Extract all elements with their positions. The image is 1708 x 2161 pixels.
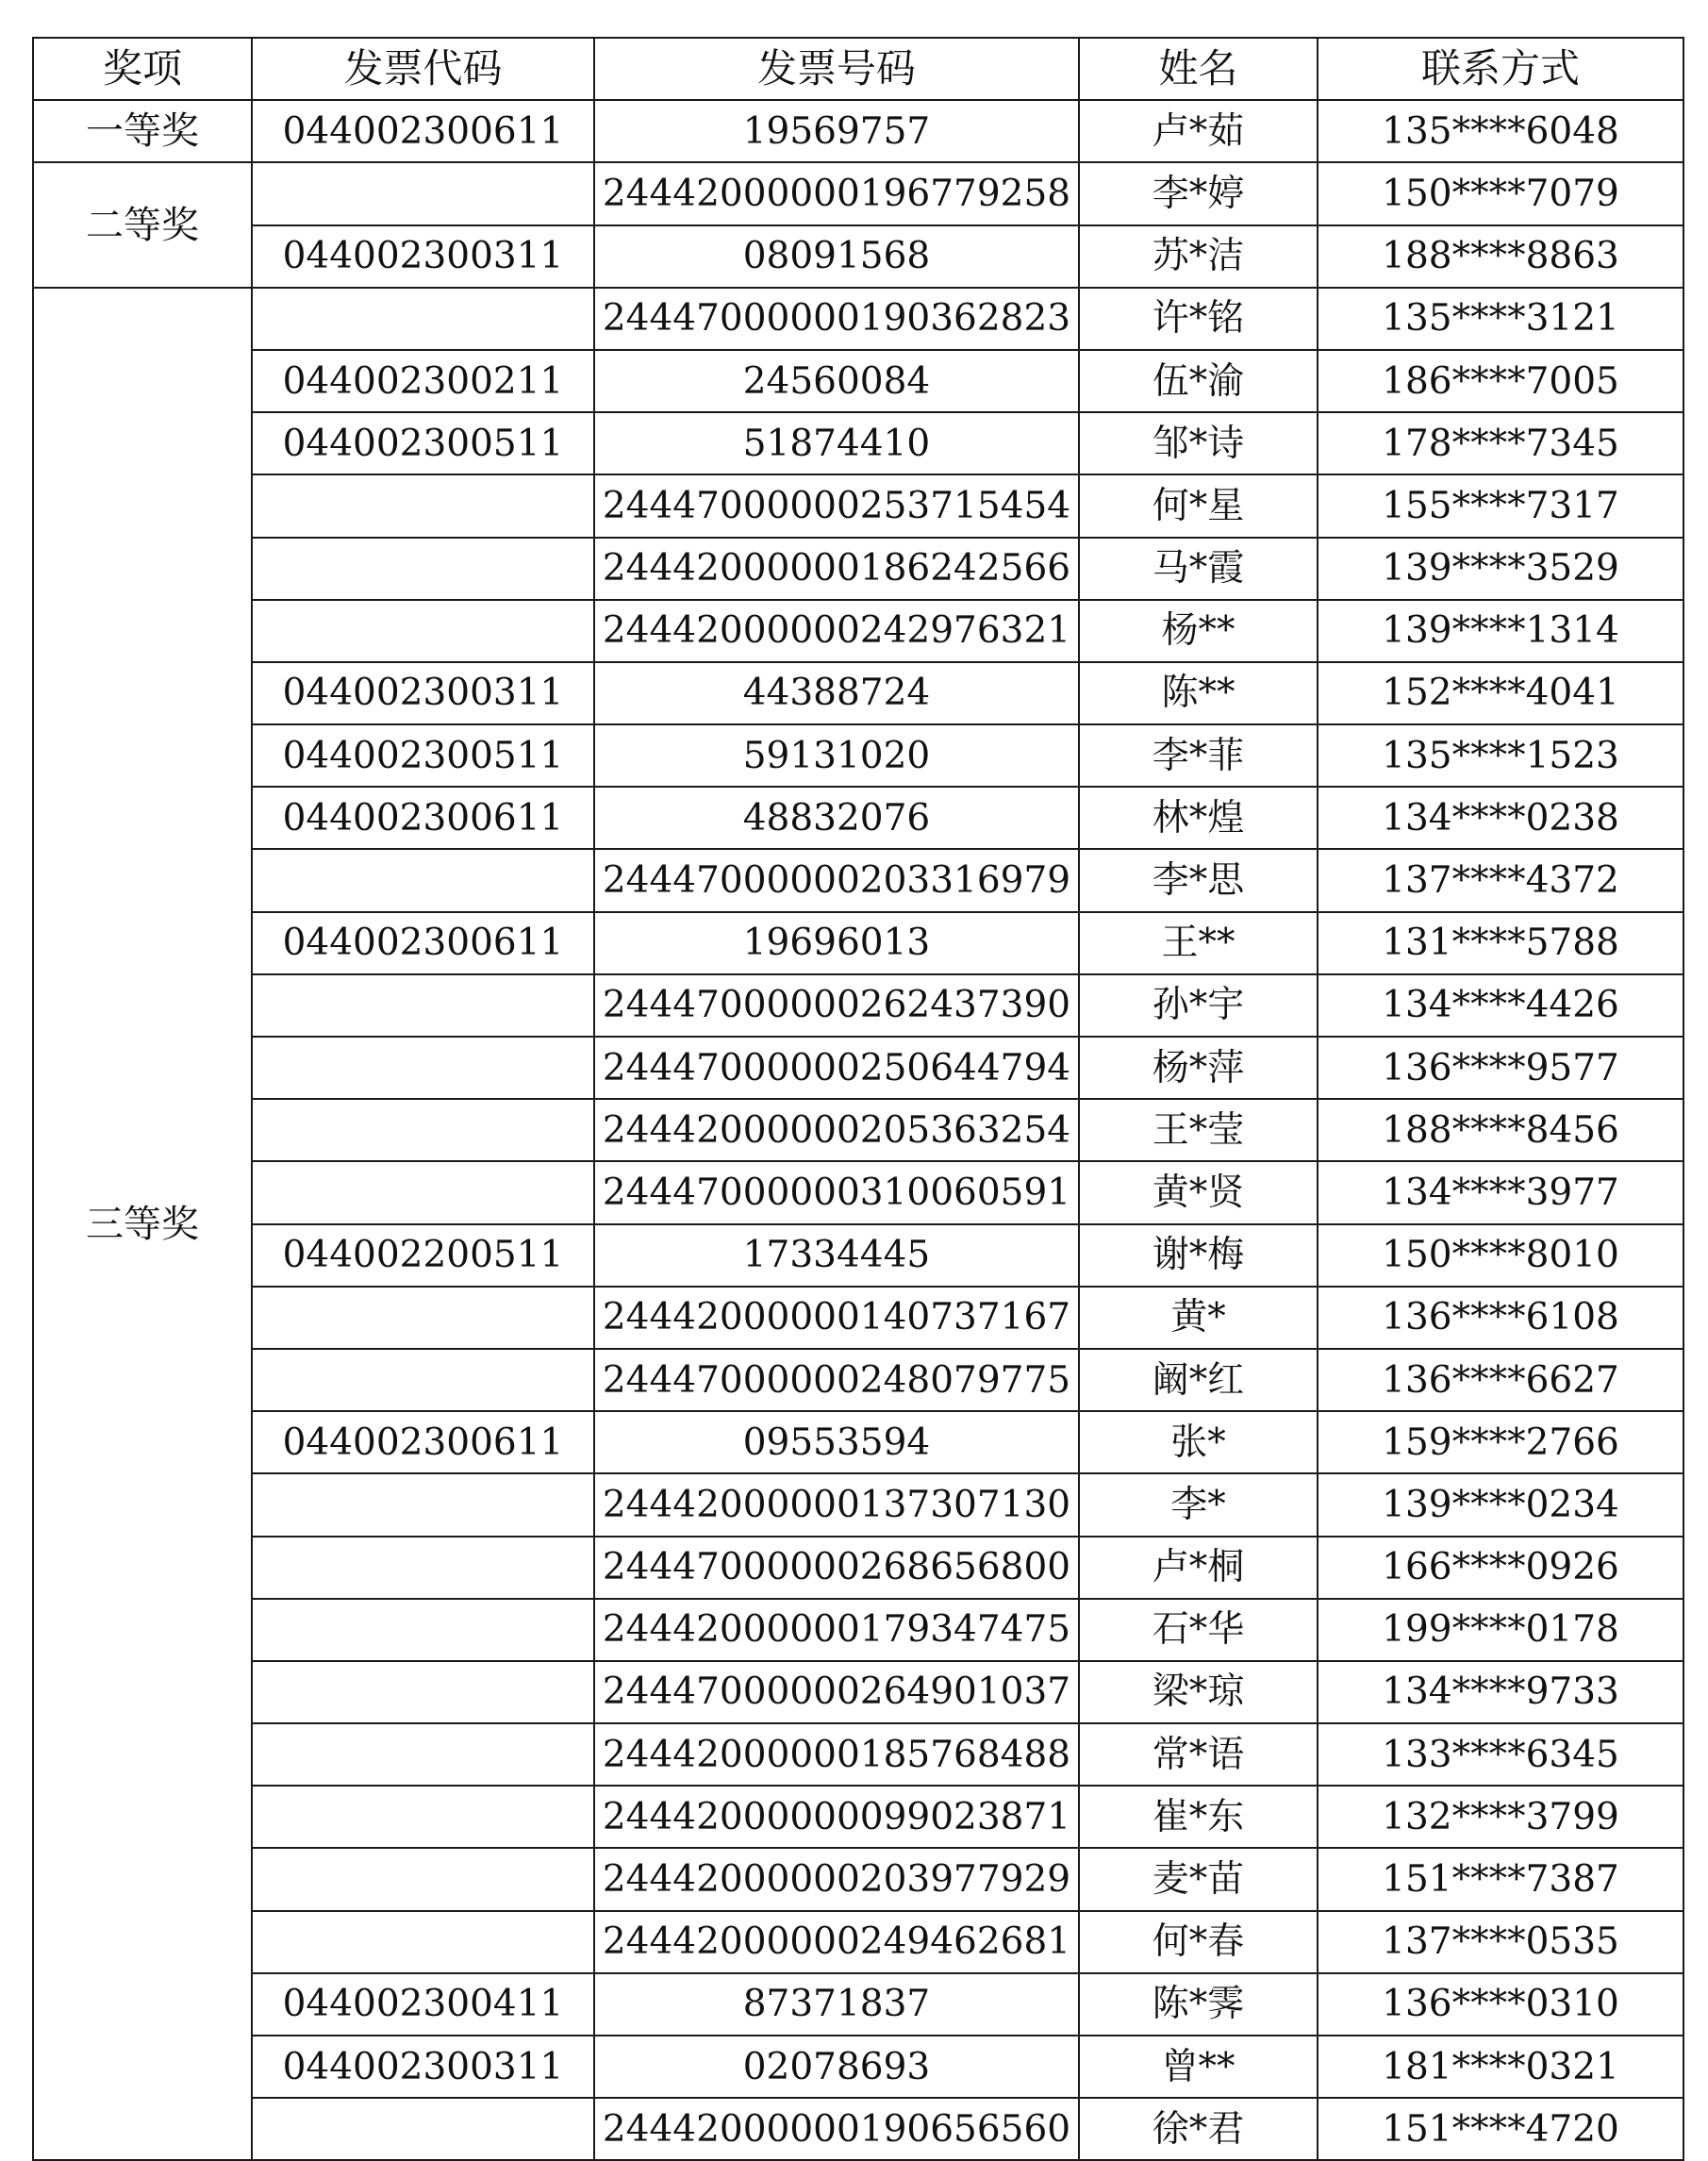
name-cell: 卢*茹 [1079,100,1318,162]
table-row [33,412,1683,474]
invoice-number-cell: 24442000000203977929 [594,1848,1079,1910]
contact-cell: 139****1314 [1318,600,1683,662]
invoice-code-cell [252,1287,594,1349]
invoice-code-cell [252,2098,594,2160]
invoice-code-cell [252,1848,594,1910]
name-cell: 王** [1079,912,1318,974]
contact-cell: 136****9577 [1318,1037,1683,1099]
invoice-code-cell: 044002300311 [252,225,594,288]
name-cell: 卢*桐 [1079,1537,1318,1599]
invoice-number-cell: 24447000000264901037 [594,1661,1079,1723]
contact-cell: 178****7345 [1318,412,1683,474]
table-row [33,724,1683,787]
name-cell: 常*语 [1079,1723,1318,1786]
invoice-number-cell: 24442000000186242566 [594,538,1079,600]
invoice-code-cell [252,1037,594,1099]
winners-table [32,37,1684,2161]
name-cell: 谢*梅 [1079,1224,1318,1287]
table-row [33,1599,1683,1661]
table-row [33,1786,1683,1848]
contact-cell: 134****9733 [1318,1661,1683,1723]
invoice-number-cell: 24447000000250644794 [594,1037,1079,1099]
invoice-number-cell: 24442000000205363254 [594,1099,1079,1161]
table-row [33,1911,1683,1973]
invoice-code-cell [252,600,594,662]
invoice-number-cell: 24442000000242976321 [594,600,1079,662]
table-row [33,288,1683,350]
table-row [33,1473,1683,1536]
table-row [33,2098,1683,2160]
table-row [33,1973,1683,2036]
header-invoice-code: 发票代码 [252,38,594,100]
name-cell: 徐*君 [1079,2098,1318,2160]
invoice-code-cell: 044002300211 [252,350,594,412]
contact-cell: 155****7317 [1318,474,1683,537]
invoice-code-cell [252,974,594,1037]
invoice-number-cell: 24447000000203316979 [594,849,1079,911]
table-row [33,1723,1683,1786]
invoice-code-cell: 044002300311 [252,2036,594,2098]
invoice-number-cell: 48832076 [594,787,1079,849]
table-row [33,1099,1683,1161]
invoice-number-cell: 09553594 [594,1411,1079,1473]
contact-cell: 139****0234 [1318,1473,1683,1536]
prize-cell: 二等奖 [33,162,252,287]
name-cell: 李*婷 [1079,162,1318,224]
invoice-code-cell: 044002300511 [252,412,594,474]
name-cell: 李*菲 [1079,724,1318,787]
invoice-number-cell: 87371837 [594,1973,1079,2036]
invoice-number-cell: 24442000000249462681 [594,1911,1079,1973]
name-cell: 邹*诗 [1079,412,1318,474]
contact-cell: 134****4426 [1318,974,1683,1037]
invoice-number-cell: 24442000000099023871 [594,1786,1079,1848]
header-contact: 联系方式 [1318,38,1683,100]
contact-cell: 135****6048 [1318,100,1683,162]
invoice-code-cell: 044002300611 [252,100,594,162]
invoice-number-cell: 24447000000253715454 [594,474,1079,537]
header-row [33,38,1683,100]
table-row [33,1537,1683,1599]
invoice-code-cell [252,1786,594,1848]
invoice-number-cell: 24442000000140737167 [594,1287,1079,1349]
prize-cell: 三等奖 [33,288,252,2161]
invoice-code-cell [252,1723,594,1786]
table-row [33,225,1683,288]
invoice-code-cell [252,538,594,600]
invoice-number-cell: 24447000000262437390 [594,974,1079,1037]
invoice-number-cell: 59131020 [594,724,1079,787]
contact-cell: 133****6345 [1318,1723,1683,1786]
invoice-code-cell: 044002300311 [252,662,594,724]
name-cell: 李* [1079,1473,1318,1536]
invoice-code-cell: 044002300411 [252,1973,594,2036]
invoice-code-cell: 044002300611 [252,787,594,849]
invoice-number-cell: 24447000000248079775 [594,1349,1079,1411]
invoice-number-cell: 19569757 [594,100,1079,162]
invoice-number-cell: 02078693 [594,2036,1079,2098]
contact-cell: 139****3529 [1318,538,1683,600]
name-cell: 曾** [1079,2036,1318,2098]
invoice-code-cell: 044002200511 [252,1224,594,1287]
name-cell: 何*星 [1079,474,1318,537]
name-cell: 林*煌 [1079,787,1318,849]
contact-cell: 151****4720 [1318,2098,1683,2160]
contact-cell: 199****0178 [1318,1599,1683,1661]
contact-cell: 152****4041 [1318,662,1683,724]
name-cell: 李*思 [1079,849,1318,911]
contact-cell: 166****0926 [1318,1537,1683,1599]
name-cell: 马*霞 [1079,538,1318,600]
invoice-code-cell [252,162,594,224]
invoice-code-cell [252,1099,594,1161]
invoice-code-cell: 044002300611 [252,1411,594,1473]
header-invoice-number: 发票号码 [594,38,1079,100]
invoice-code-cell [252,1161,594,1223]
contact-cell: 151****7387 [1318,1848,1683,1910]
contact-cell: 150****7079 [1318,162,1683,224]
contact-cell: 136****0310 [1318,1973,1683,2036]
table-row [33,538,1683,600]
table-row [33,1224,1683,1287]
table-row [33,350,1683,412]
contact-cell: 135****3121 [1318,288,1683,350]
table-row [33,1037,1683,1099]
contact-cell: 134****3977 [1318,1161,1683,1223]
name-cell: 陈** [1079,662,1318,724]
name-cell: 阚*红 [1079,1349,1318,1411]
name-cell: 许*铭 [1079,288,1318,350]
table-row [33,474,1683,537]
invoice-code-cell [252,1473,594,1536]
invoice-number-cell: 24447000000310060591 [594,1161,1079,1223]
header-name: 姓名 [1079,38,1318,100]
invoice-number-cell: 24560084 [594,350,1079,412]
contact-cell: 186****7005 [1318,350,1683,412]
table-row [33,1411,1683,1473]
prize-cell: 一等奖 [33,100,252,162]
invoice-number-cell: 24447000000190362823 [594,288,1079,350]
table-row [33,2036,1683,2098]
invoice-code-cell: 044002300511 [252,724,594,787]
invoice-code-cell [252,1911,594,1973]
contact-cell: 131****5788 [1318,912,1683,974]
invoice-number-cell: 24442000000196779258 [594,162,1079,224]
contact-cell: 188****8456 [1318,1099,1683,1161]
name-cell: 何*春 [1079,1911,1318,1973]
invoice-number-cell: 24442000000137307130 [594,1473,1079,1536]
name-cell: 黄* [1079,1287,1318,1349]
invoice-number-cell: 24442000000179347475 [594,1599,1079,1661]
name-cell: 石*华 [1079,1599,1318,1661]
contact-cell: 181****0321 [1318,2036,1683,2098]
invoice-number-cell: 51874410 [594,412,1079,474]
contact-cell: 150****8010 [1318,1224,1683,1287]
invoice-code-cell [252,1599,594,1661]
table-row [33,1661,1683,1723]
header-prize: 奖项 [33,38,252,100]
name-cell: 张* [1079,1411,1318,1473]
contact-cell: 136****6108 [1318,1287,1683,1349]
name-cell: 梁*琼 [1079,1661,1318,1723]
contact-cell: 188****8863 [1318,225,1683,288]
contact-cell: 159****2766 [1318,1411,1683,1473]
name-cell: 陈*霁 [1079,1973,1318,2036]
table-row [33,162,1683,224]
name-cell: 麦*苗 [1079,1848,1318,1910]
contact-cell: 132****3799 [1318,1786,1683,1848]
table-row [33,849,1683,911]
name-cell: 杨** [1079,600,1318,662]
invoice-code-cell [252,1349,594,1411]
table-row [33,1349,1683,1411]
table-row [33,787,1683,849]
contact-cell: 136****6627 [1318,1349,1683,1411]
name-cell: 黄*贤 [1079,1161,1318,1223]
invoice-code-cell: 044002300611 [252,912,594,974]
invoice-code-cell [252,849,594,911]
invoice-code-cell [252,1537,594,1599]
name-cell: 王*莹 [1079,1099,1318,1161]
name-cell: 伍*渝 [1079,350,1318,412]
table-row [33,1287,1683,1349]
table-row [33,1161,1683,1223]
name-cell: 杨*萍 [1079,1037,1318,1099]
invoice-number-cell: 17334445 [594,1224,1079,1287]
invoice-number-cell: 24442000000190656560 [594,2098,1079,2160]
invoice-code-cell [252,288,594,350]
name-cell: 孙*宇 [1079,974,1318,1037]
table-row [33,600,1683,662]
contact-cell: 137****0535 [1318,1911,1683,1973]
table-row [33,662,1683,724]
table-row [33,974,1683,1037]
table-row [33,1848,1683,1910]
contact-cell: 135****1523 [1318,724,1683,787]
contact-cell: 134****0238 [1318,787,1683,849]
invoice-code-cell [252,474,594,537]
name-cell: 崔*东 [1079,1786,1318,1848]
invoice-code-cell [252,1661,594,1723]
table-row [33,100,1683,162]
name-cell: 苏*洁 [1079,225,1318,288]
invoice-number-cell: 44388724 [594,662,1079,724]
invoice-number-cell: 24442000000185768488 [594,1723,1079,1786]
invoice-number-cell: 24447000000268656800 [594,1537,1079,1599]
invoice-number-cell: 19696013 [594,912,1079,974]
table-body [33,100,1683,2160]
invoice-number-cell: 08091568 [594,225,1079,288]
contact-cell: 137****4372 [1318,849,1683,911]
table-row [33,912,1683,974]
